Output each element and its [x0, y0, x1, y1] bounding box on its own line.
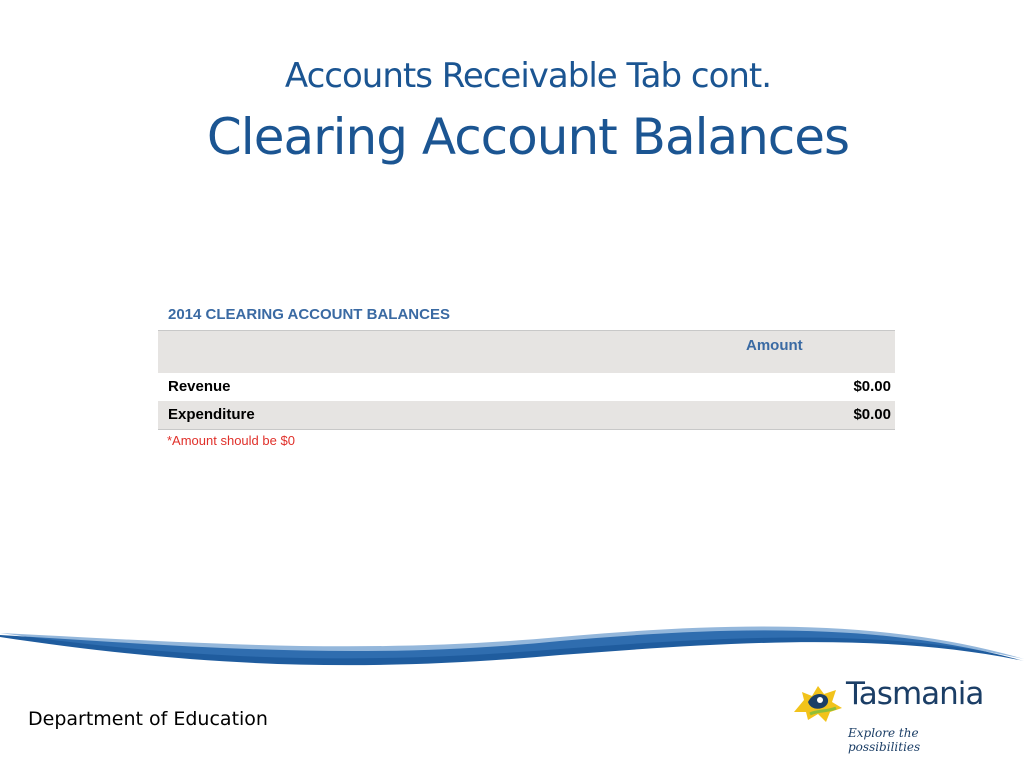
- row-amount: $0.00: [853, 406, 891, 423]
- table-row-revenue: [158, 373, 895, 401]
- row-amount: $0.00: [853, 378, 891, 395]
- swoosh-decoration: [0, 615, 1024, 675]
- slide-subtitle: Accounts Receivable Tab cont.: [284, 56, 772, 96]
- logo-tagline: Explore the possibilities: [848, 726, 921, 754]
- logo-name: Tasmania: [846, 676, 984, 712]
- validation-note: *Amount should be $0: [167, 433, 295, 448]
- row-label: Expenditure: [168, 406, 255, 423]
- column-header-amount[interactable]: Amount: [746, 337, 803, 354]
- row-label: Revenue: [168, 378, 231, 395]
- panel-heading: 2014 CLEARING ACCOUNT BALANCES: [158, 300, 895, 331]
- clearing-balances-panel: [158, 300, 895, 448]
- tasmanian-tiger-emblem-icon: [790, 672, 846, 728]
- grid-header: [158, 331, 895, 373]
- table-row-expenditure: [158, 401, 895, 430]
- slide-title: Clearing Account Balances: [206, 108, 850, 166]
- department-footer: Department of Education: [28, 708, 268, 730]
- tasmania-logo: [790, 672, 990, 752]
